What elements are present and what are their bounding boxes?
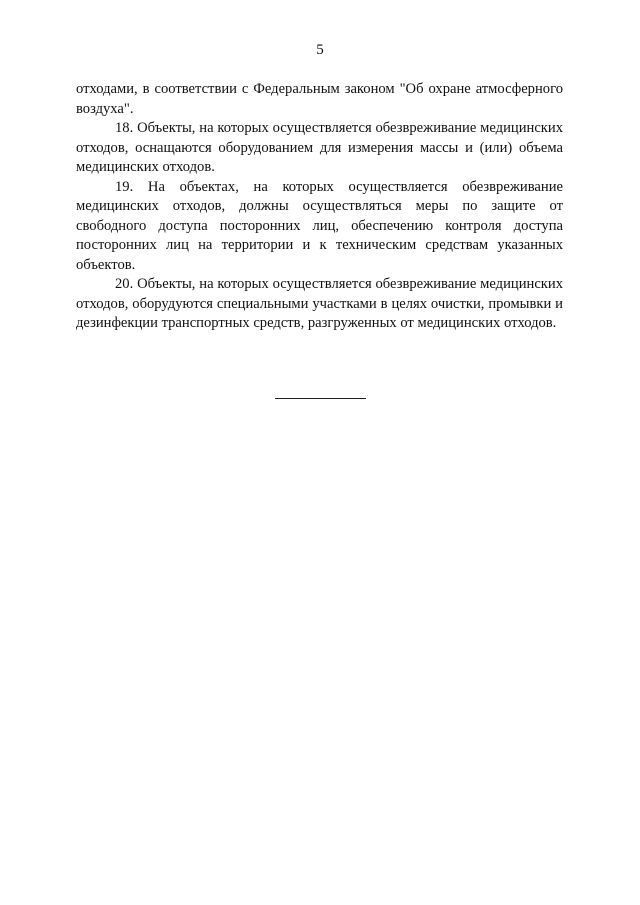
- document-body: [76, 80, 563, 334]
- page-number: 5: [316, 42, 324, 58]
- end-separator-line: [275, 398, 366, 399]
- paragraph-20: 20. Объекты, на которых осуществляется обезвреживание медицинских отходов, оборудуются специальными участками в целях очистки, промывки и дезинфекции транспортных средств, разгруженных от медицинских отходов.: [76, 276, 563, 331]
- paragraph-18: 18. Объекты, на которых осуществляется обезвреживание медицинских отходов, оснащаются оборудованием для измерения массы и (или) объема медицинских отходов.: [76, 120, 563, 175]
- paragraph-19: 19. На объектах, на которых осуществляется обезвреживание медицинских отходов, должны осуществляться меры по защите от свободного доступа посторонних лиц, обеспечению контроля доступа посторонних лиц на территории и к техническим средствам указанных объектов.: [76, 178, 563, 273]
- paragraph-continuation: отходами, в соответствии с Федеральным законом "Об охране атмосферного воздуха".: [76, 81, 563, 117]
